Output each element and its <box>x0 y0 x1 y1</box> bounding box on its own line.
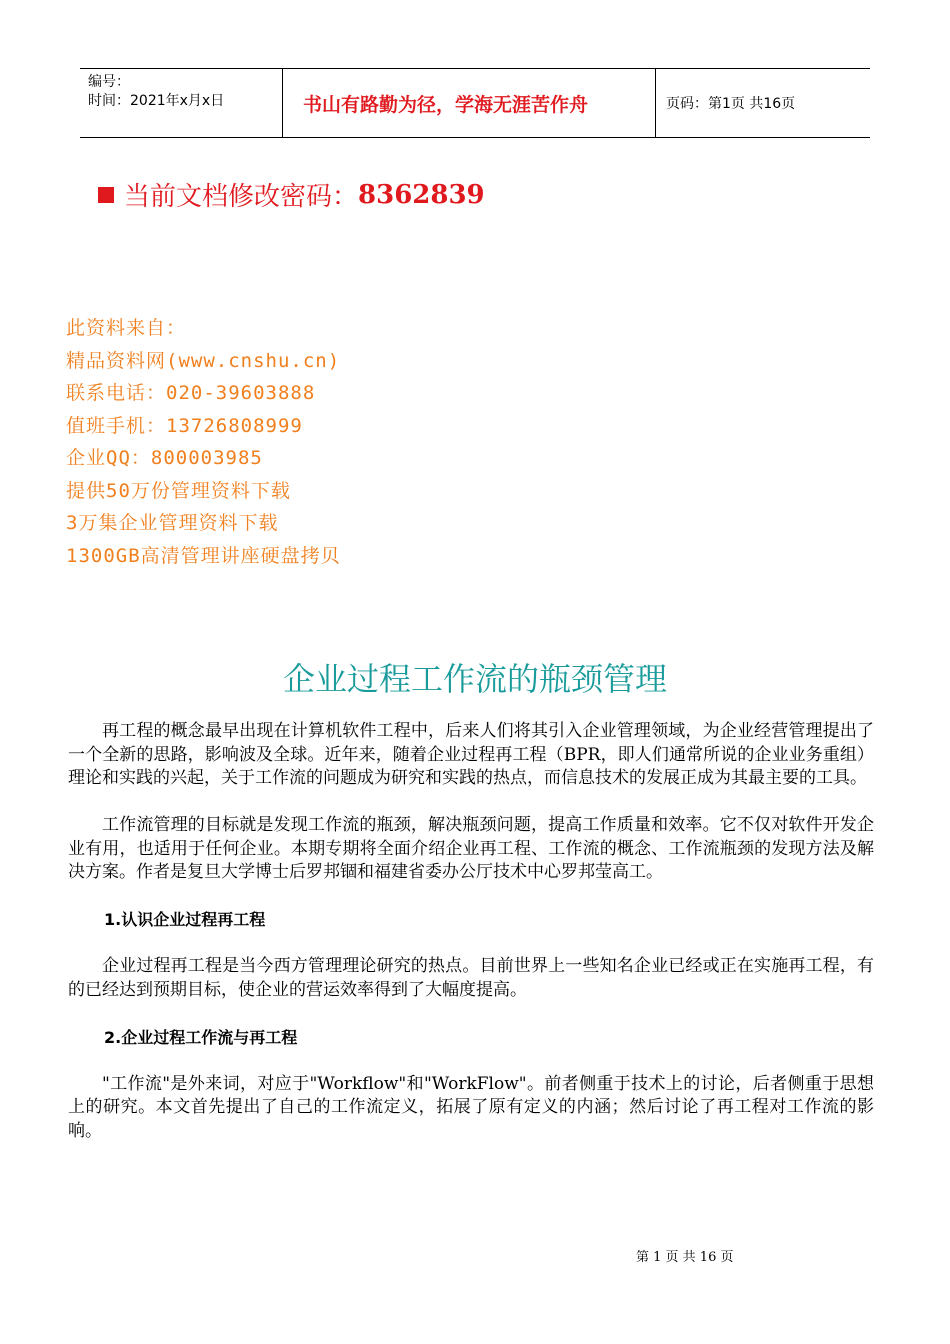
source-line: 1300GB高清管理讲座硬盘拷贝 <box>66 544 341 567</box>
document-title: 企业过程工作流的瓶颈管理 <box>282 660 667 698</box>
time-label: 时间：2021年x月x日 <box>88 93 225 109</box>
paragraph-4: "工作流"是外来词，对应于"Workflow"和"WorkFlow"。前者侧重于技术上的讨论，后者侧重于思想上的研究。本文首先提出了自己的工作流定义，拓展了原有定义的内涵；然后讨论了再工程对工作流的影响。 <box>68 1073 874 1141</box>
header-motto: 书山有路勤为径，学海无涯苦作舟 <box>283 69 656 137</box>
section-heading-2: 2.企业过程工作流与再工程 <box>104 1027 298 1047</box>
number-label: 编号： <box>88 74 130 90</box>
paragraph-3: 企业过程再工程是当今西方管理理论研究的热点。目前世界上一些知名企业已经或正在实施再工程，有的已经达到预期目标，使企业的营运效率得到了大幅度提高。 <box>68 956 874 1000</box>
password-label: 当前文档修改密码： <box>124 182 359 212</box>
paragraph-1: 再工程的概念最早出现在计算机软件工程中，后来人们将其引入企业管理领域，为企业经营管理提出了一个全新的思路，影响波及全球。近年来，随着企业过程再工程（BPR，即人们通常所说的企业业务重组）理论和实践的兴起，关于工作流的问题成为研究和实践的热点，而信息技术的发展正成为其最主要的工具。 <box>68 721 874 788</box>
source-line: 提供50万份管理资料下载 <box>66 479 291 502</box>
document-body <box>68 720 874 1143</box>
source-info <box>66 312 341 572</box>
source-line: 精品资料网(www.cnshu.cn) <box>66 349 341 372</box>
source-line: 此资料来自： <box>66 317 187 339</box>
paragraph-2: 工作流管理的目标就是发现工作流的瓶颈，解决瓶颈问题，提高工作质量和效率。它不仅对软件开发企业有用，也适用于任何企业。本期专期将全面介绍企业再工程、工作流的概念、工作流瓶颈的发现方法及解决方案。作者是复旦大学博士后罗邦锢和福建省委办公厅技术中心罗邦莹高工。 <box>68 815 874 882</box>
password-code: 8362839 <box>358 179 485 210</box>
square-bullet-icon <box>98 187 114 203</box>
header-left-cell <box>80 69 283 137</box>
source-line: 3万集企业管理资料下载 <box>66 512 279 534</box>
password-notice <box>98 176 485 213</box>
header-table <box>80 68 870 138</box>
header-page-info: 页码：第1页 共16页 <box>666 96 796 112</box>
page-footer: 第 1 页 共 16 页 <box>636 1250 734 1265</box>
source-line: 值班手机：13726808999 <box>66 414 303 437</box>
section-heading-1: 1.认识企业过程再工程 <box>104 910 266 929</box>
source-line: 企业QQ：800003985 <box>66 447 263 469</box>
source-line: 联系电话：020-39603888 <box>66 382 316 404</box>
